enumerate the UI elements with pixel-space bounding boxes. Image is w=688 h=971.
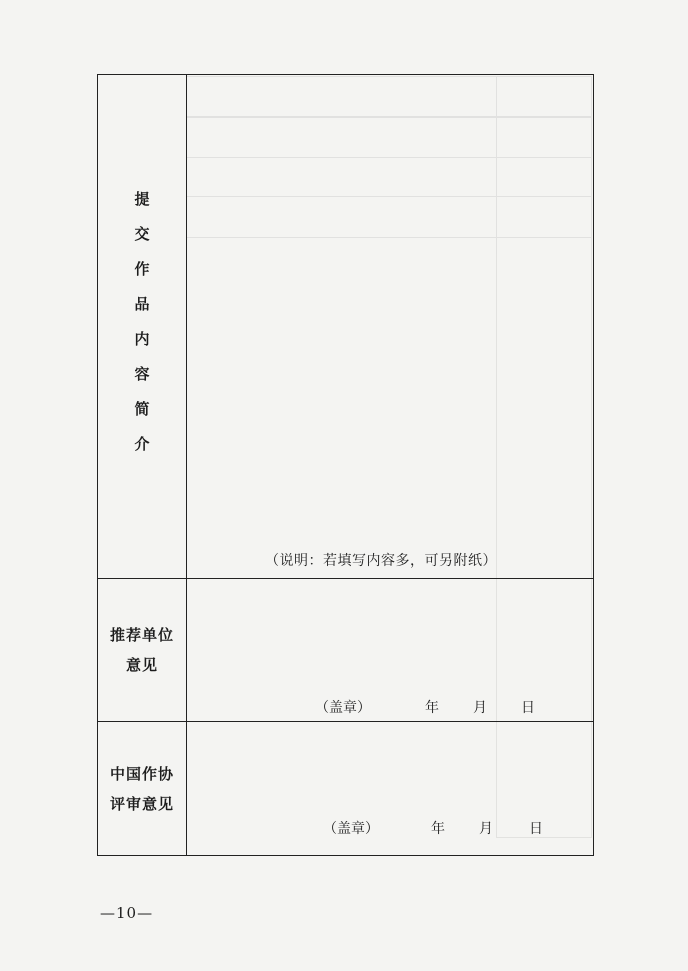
day-label: 日 xyxy=(529,821,543,837)
work-summary-field[interactable] xyxy=(187,75,594,579)
recommend-opinion-row xyxy=(98,579,594,722)
label-char: 提 xyxy=(134,190,150,208)
stamp-label: （盖章） xyxy=(323,821,379,837)
label-char: 介 xyxy=(134,435,150,453)
recommend-opinion-field[interactable] xyxy=(187,579,594,722)
year-label: 年 xyxy=(431,821,445,837)
month-label: 月 xyxy=(473,700,487,716)
label-char: 简 xyxy=(134,400,150,418)
review-opinion-label xyxy=(98,722,187,856)
attachment-note: （说明：若填写内容多，可另附纸） xyxy=(265,553,497,569)
label-char: 作 xyxy=(134,260,150,278)
application-form-table xyxy=(97,74,594,856)
work-summary-row xyxy=(98,75,594,579)
review-label-line2: 评审意见 xyxy=(109,794,174,813)
page-number: —10— xyxy=(100,904,154,922)
review-opinion-field[interactable] xyxy=(187,722,594,856)
month-label: 月 xyxy=(479,821,493,837)
recommend-label-line2: 意见 xyxy=(125,656,158,674)
label-char: 交 xyxy=(134,225,150,243)
work-summary-label xyxy=(98,75,187,579)
review-label-line1: 中国作协 xyxy=(109,764,174,783)
label-char: 内 xyxy=(134,330,150,348)
recommend-opinion-label xyxy=(98,579,187,722)
stamp-label: （盖章） xyxy=(315,700,371,716)
year-label: 年 xyxy=(425,700,439,716)
label-char: 容 xyxy=(134,365,150,383)
review-opinion-row xyxy=(98,722,594,856)
recommend-label-line1: 推荐单位 xyxy=(109,626,174,644)
day-label: 日 xyxy=(521,700,535,716)
label-char: 品 xyxy=(134,295,150,313)
